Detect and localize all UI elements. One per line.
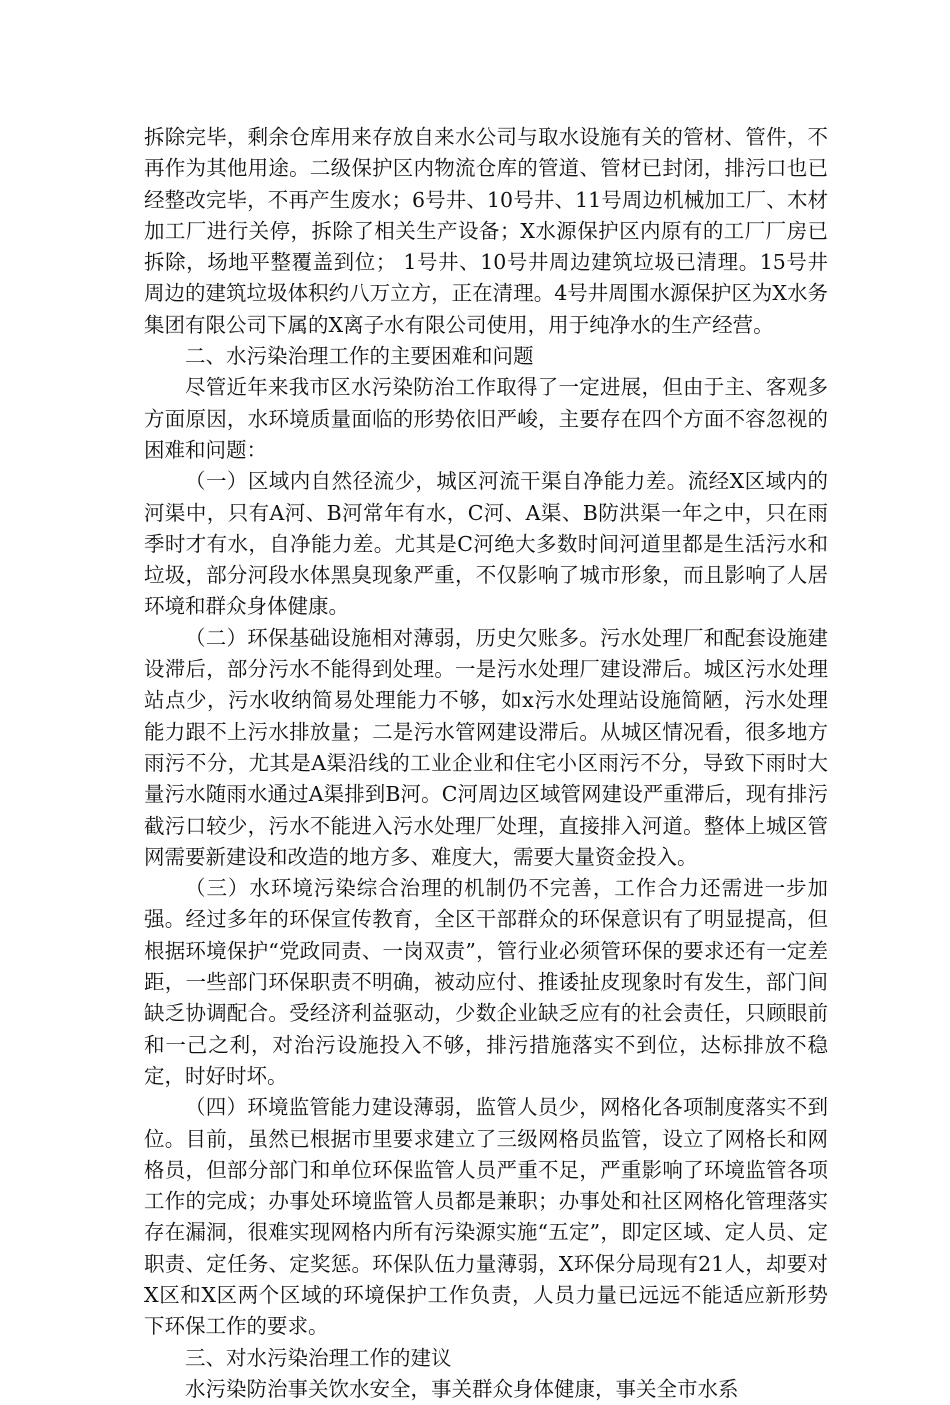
paragraph-continuation: 拆除完毕，剩余仓库用来存放自来水公司与取水设施有关的管材、管件，不再作为其他用途。二级保护区内物流仓库的管道、管材已封闭，排污口也已经整改完毕，不再产生废水；6号井、10号井、11号周边机械加工厂、木材加工厂进行关停，拆除了相关生产设备；X水源保护区内原有的工厂厂房已拆除，场地平整覆盖到位； 1号井、10号井周边建筑垃圾已清理。15号井周边的建筑垃圾体积约八万立方，正在清理。4号井周围水源保护区为X水务集团有限公司下属的X离子水有限公司使用，用于纯净水的生产经营。 (144, 125, 828, 337)
paragraph-problem-four: （四）环境监管能力建设薄弱，监管人员少，网格化各项制度落实不到位。目前，虽然已根据市里要求建立了三级网格员监管，设立了网格长和网格员，但部分部门和单位环保监管人员严重不足，严重影响了环境监管各项工作的完成；办事处环境监管人员都是兼职；办事处和社区网格化管理落实存在漏洞，很难实现网格内所有污染源实施“五定”，即定区域、定人员、定职责、定任务、定奖惩。环保队伍力量薄弱，X环保分局现有21人，却要对X区和X区两个区域的环境保护工作负责，人员力量已远远不能适应新形势下环保工作的要求。 (144, 1095, 828, 1339)
paragraph-problem-three: （三）水环境污染综合治理的机制仍不完善，工作合力还需进一步加强。经过多年的环保宣传教育，全区干部群众的环保意识有了明显提高，但根据环境保护“党政同责、一岗双责”，管行业必须管环保的要求还有一定差距，一些部门环保职责不明确，被动应付、推诿扯皮现象时有发生，部门间缺乏协调配合。受经济利益驱动，少数企业缺乏应有的社会责任，只顾眼前和一己之利，对治污设施投入不够，排污措施落实不到位，达标排放不稳定，时好时坏。 (144, 876, 828, 1088)
paragraph-overview: 尽管近年来我市区水污染防治工作取得了一定进展，但由于主、客观多方面原因，水环境质量面临的形势依旧严峻，主要存在四个方面不容忽视的困难和问题： (144, 375, 828, 462)
document-body (144, 122, 828, 1405)
paragraph-problem-one: （一）区域内自然径流少，城区河流干渠自净能力差。流经X区域内的河渠中，只有A河、B河常年有水，C河、A渠、B防洪渠一年之中，只在雨季时才有水，自净能力差。尤其是C河绝大多数时间河道里都是生活污水和垃圾，部分河段水体黑臭现象严重，不仅影响了城市形象，而且影响了人居环境和群众身体健康。 (144, 469, 828, 619)
paragraph-problem-two: （二）环保基础设施相对薄弱，历史欠账多。污水处理厂和配套设施建设滞后，部分污水不能得到处理。一是污水处理厂建设滞后。城区污水处理站点少，污水收纳简易处理能力不够，如x污水处理站设施简陋，污水处理能力跟不上污水排放量；二是污水管网建设滞后。从城区情况看，很多地方雨污不分，尤其是A渠沿线的工业企业和住宅小区雨污不分，导致下雨时大量污水随雨水通过A渠排到B河。C河周边区域管网建设严重滞后，现有排污截污口较少，污水不能进入污水处理厂处理，直接排入河道。整体上城区管网需要新建设和改造的地方多、难度大，需要大量资金投入。 (144, 625, 828, 869)
section-heading-three: 三、对水污染治理工作的建议 (185, 1345, 452, 1370)
section-heading-two: 二、水污染治理工作的主要困难和问题 (185, 344, 534, 369)
paragraph-suggestion-intro: 水污染防治事关饮水安全，事关群众身体健康，事关全市水系 (185, 1376, 739, 1401)
